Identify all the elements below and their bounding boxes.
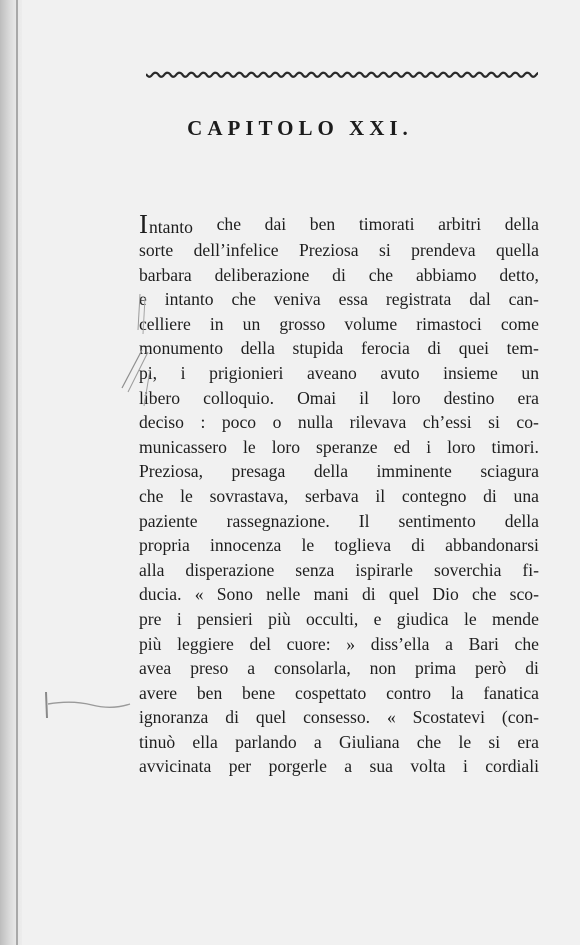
text-line: che le sovrastava, serbava il contegno di una [139,485,539,506]
text-line: paziente rassegnazione. Il sentimento della [139,510,539,531]
text-line: alla disperazione senza ispirarle soverchia fi- [139,559,539,580]
margin-pencil-stroke [42,690,132,720]
ornamental-rule [146,70,538,82]
text-line: Preziosa, presaga della imminente sciagura [139,461,539,482]
text-line: monumento della stupida ferocia di quei tem- [139,338,539,359]
chapter-paragraph [139,207,539,779]
text-line: propria innocenza le toglieva di abbandonarsi [139,535,539,556]
text-line: sorte dell’infelice Preziosa si prendeva quella [139,240,539,260]
text-line: tinuò ella parlando a Giuliana che le si era [139,731,539,752]
text-line: libero colloquio. Omai il loro destino era [139,387,539,408]
text-line: ignoranza di quel consesso. « Scostatevi (con- [139,707,539,728]
binding-edge-line [16,0,18,945]
text-line: pre i pensieri più occulti, e giudica le mende [139,608,539,629]
text-line: municassero le loro speranze ed i loro timori. [139,436,539,457]
text-line: celliere in un grosso volume rimastoci come [139,313,539,334]
text-line: ducia. « Sono nelle mani di quel Dio che sco- [139,584,539,605]
text-line: avvicinata per porgerle a sua volta i cordiali [139,756,539,777]
text-line: avere ben bene cospettato contro la fanatica [139,682,539,703]
text-line: Intanto che dai ben timorati arbitri della [139,209,539,239]
page-binding-shadow [0,0,22,945]
text-line: pi, i prigionieri aveano avuto insieme un [139,362,539,383]
text-line: più leggiere del cuore: » diss’ella a Bari che [139,633,539,654]
text-line: deciso : poco o nulla rilevava ch’essi si co- [139,412,539,433]
text-line: barbara deliberazione di che abbiamo detto, [139,264,539,285]
text-line: avea preso a consolarla, non prima però di [139,658,539,679]
margin-pencil-marks [112,290,152,410]
text-line: e intanto che veniva essa registrata dal can- [139,289,539,310]
chapter-title: CAPITOLO XXI. [187,116,413,140]
